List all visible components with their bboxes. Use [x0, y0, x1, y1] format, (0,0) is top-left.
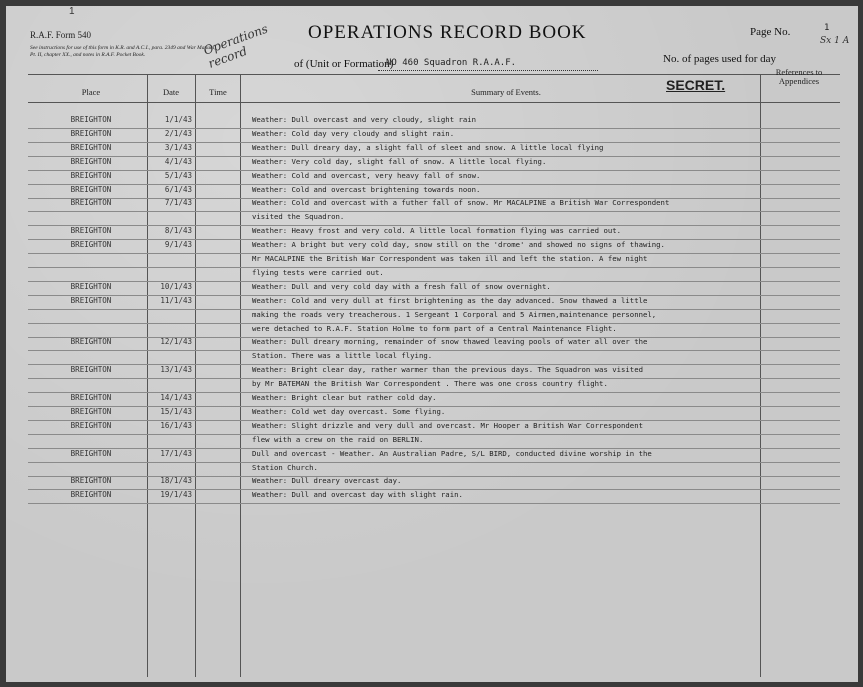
form-instructions: See instructions for use of this form in K.R. and A.C.I., para. 2349 and War Manual, Pt. II, chapter XX., and notes in R.A.F. Pocket Book.	[30, 45, 216, 58]
row-summary-line: Weather: Cold and very dull at first brightening as the day advanced. Snow thawed a little	[252, 295, 648, 305]
row-summary-line: Weather: A bright but very cold day, snow still on the 'drome' and showed no signs of thawing.	[252, 240, 665, 250]
row-summary-line: Weather: Bright clear but rather cold day.	[252, 393, 437, 402]
row-date: 11/1/43	[160, 295, 192, 305]
row-summary-line: Weather: Heavy frost and very cold. A little local formation flying was carried out.	[252, 226, 622, 236]
row-date: 10/1/43	[160, 281, 192, 291]
ruled-line	[28, 267, 840, 268]
row-place: BREIGHTON	[70, 337, 112, 347]
row-summary-line: Weather: Dull and very cold day with a fresh fall of snow overnight.	[252, 281, 551, 291]
page-number-label: Page No.	[750, 26, 791, 38]
row-summary-line: Mr MACALPINE the British War Correspondent was taken ill and left the station. A few night	[252, 254, 648, 263]
row-summary-line: making the roads very treacherous. 1 Sergeant 1 Corporal and 5 Airmen,maintenance personnel,	[252, 309, 657, 319]
row-summary-line: flying tests were carried out.	[252, 267, 384, 277]
row-date: 5/1/43	[164, 170, 192, 180]
unit-underline	[378, 70, 598, 71]
row-date: 3/1/43	[164, 142, 192, 152]
row-date: 6/1/43	[164, 184, 192, 194]
row-summary-line: Dull and overcast - Weather. An Australian Padre, S/L BIRD, conducted divine worship in the	[252, 448, 652, 458]
row-summary-line: Weather: Dull overcast and very cloudy, slight rain	[252, 115, 477, 124]
document-title: OPERATIONS RECORD BOOK	[308, 22, 587, 43]
column-header-references: References to Appendices	[775, 67, 823, 86]
row-date: 17/1/43	[160, 448, 192, 458]
row-place: BREIGHTON	[70, 490, 112, 500]
pages-used-label: No. of pages used for day	[663, 53, 777, 65]
table-header-rule	[28, 102, 840, 103]
unit-value: NO 460 Squadron R.A.A.F.	[386, 58, 517, 68]
table-top-rule	[28, 74, 840, 75]
record-sheet	[6, 6, 858, 682]
row-date: 12/1/43	[160, 337, 192, 347]
row-place: BREIGHTON	[70, 448, 112, 458]
row-summary-line: visited the Squadron.	[252, 212, 345, 222]
row-place: BREIGHTON	[70, 156, 112, 166]
row-place: BREIGHTON	[70, 128, 112, 138]
row-date: 13/1/43	[160, 365, 192, 375]
secret-stamp: SECRET.	[666, 77, 726, 93]
column-header-date: Date	[162, 87, 180, 97]
row-date: 4/1/43	[164, 156, 192, 166]
row-place: BREIGHTON	[70, 393, 112, 402]
handwritten-note: Operations record	[201, 21, 270, 71]
column-header-summary: Summary of Events.	[471, 87, 541, 97]
row-summary-line: Station Church.	[252, 462, 318, 472]
ruled-line	[28, 350, 840, 351]
ruled-line	[28, 211, 840, 212]
row-place: BREIGHTON	[70, 170, 112, 180]
row-summary-line: Weather: Dull dreary day, a slight fall of sleet and snow. A little local flying	[252, 142, 604, 152]
row-summary-line: were detached to R.A.F. Station Holme to form part of a Central Maintenance Flight.	[252, 323, 617, 333]
row-date: 9/1/43	[164, 240, 192, 250]
page-number-handwritten: Sx 1 A	[820, 36, 850, 46]
row-summary-line: Weather: Cold and overcast with a futher fall of snow. Mr MACALPINE a British War Correspondent	[252, 198, 670, 208]
row-date: 19/1/43	[160, 490, 192, 500]
row-summary-line: Weather: Dull and overcast day with slight rain.	[252, 490, 463, 500]
column-header-place: Place	[81, 87, 101, 97]
row-place: BREIGHTON	[70, 184, 112, 194]
row-place: BREIGHTON	[70, 365, 112, 375]
row-place: BREIGHTON	[70, 420, 112, 430]
row-date: 15/1/43	[160, 406, 192, 416]
column-divider-date	[195, 74, 196, 677]
ruled-line	[28, 503, 840, 504]
row-date: 7/1/43	[164, 198, 192, 208]
row-place: BREIGHTON	[70, 142, 112, 152]
row-date: 18/1/43	[160, 476, 192, 486]
row-summary-line: flew with a crew on the raid on BERLIN.	[252, 434, 424, 444]
top-mark: 1	[69, 6, 75, 17]
row-date: 2/1/43	[164, 128, 192, 138]
column-divider-summary	[760, 74, 761, 677]
row-summary-line: Weather: Cold and overcast brightening towards noon.	[252, 184, 481, 194]
row-place: BREIGHTON	[70, 406, 112, 416]
row-place: BREIGHTON	[70, 476, 112, 486]
ruled-line	[28, 462, 840, 463]
row-summary-line: Weather: Dull dreary morning, remainder of snow thawed leaving pools of water all over the	[252, 337, 648, 347]
column-divider-time	[240, 74, 241, 677]
row-summary-line: Station. There was a little local flying.	[252, 351, 433, 361]
row-summary-line: Weather: Cold wet day overcast. Some flying.	[252, 406, 446, 416]
row-summary-line: Weather: Very cold day, slight fall of snow. A little local flying.	[252, 156, 547, 166]
row-date: 1/1/43	[164, 115, 192, 124]
form-number: R.A.F. Form 540	[30, 30, 92, 40]
row-date: 16/1/43	[160, 420, 192, 430]
row-summary-line: by Mr BATEMAN the British War Correspondent . There was one cross country flight.	[252, 379, 608, 389]
row-place: BREIGHTON	[70, 115, 112, 124]
row-date: 8/1/43	[164, 226, 192, 236]
row-summary-line: Weather: Dull dreary overcast day.	[252, 476, 402, 486]
ruled-line	[28, 434, 840, 435]
row-place: BREIGHTON	[70, 240, 112, 250]
row-summary-line: Weather: Cold and overcast, very heavy fall of snow.	[252, 170, 481, 180]
row-place: BREIGHTON	[70, 281, 112, 291]
column-header-time: Time	[209, 87, 227, 97]
row-date: 14/1/43	[160, 393, 192, 402]
row-place: BREIGHTON	[70, 295, 112, 305]
page-number-value: 1	[824, 23, 830, 33]
row-summary-line: Weather: Bright clear day, rather warmer than the previous days. The Squadron was visited	[252, 365, 643, 375]
row-summary-line: Weather: Slight drizzle and very dull and overcast. Mr Hooper a British War Correspondent	[252, 420, 643, 430]
unit-label: of (Unit or Formation)	[294, 58, 394, 70]
row-place: BREIGHTON	[70, 226, 112, 236]
row-summary-line: Weather: Cold day very cloudy and slight rain.	[252, 128, 455, 138]
row-place: BREIGHTON	[70, 198, 112, 208]
